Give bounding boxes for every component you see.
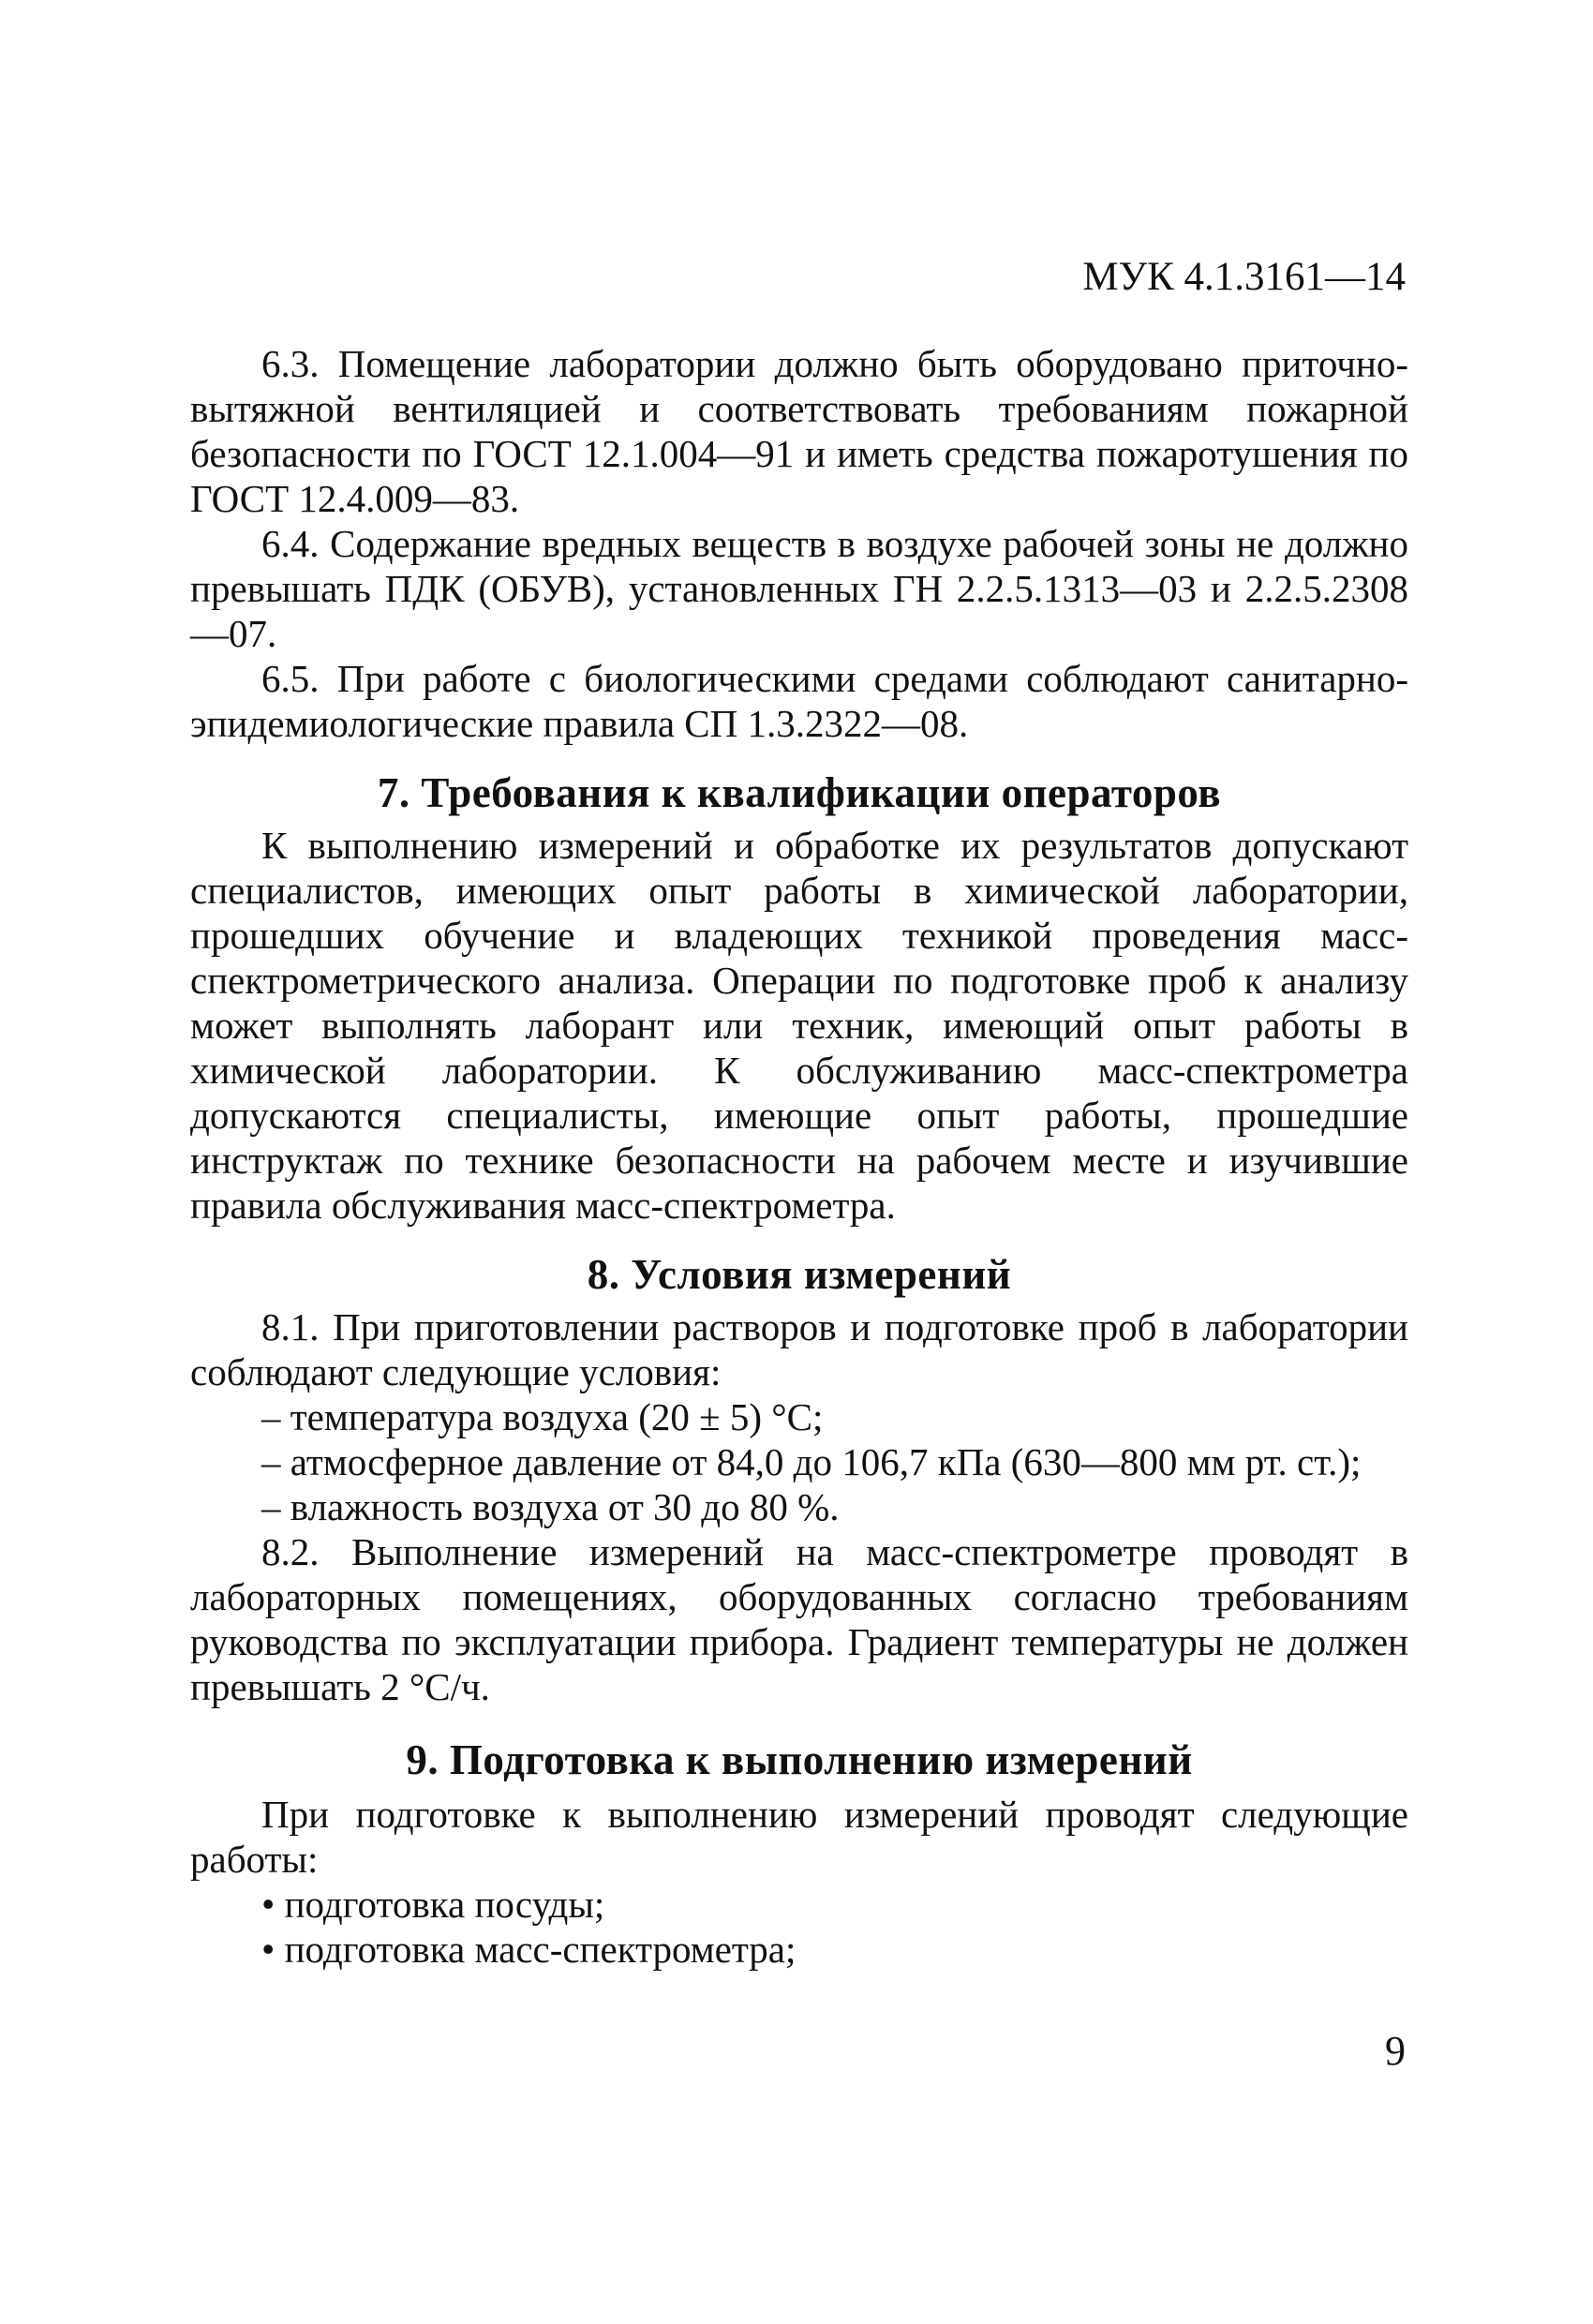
page-body — [190, 341, 1408, 1972]
paragraph-6-3: 6.3. Помещение лаборатории должно быть оборудовано приточно-вытяжной вентиляцией и соответствовать требованиям пожарной безопасности по ГОСТ 12.1.004—91 и иметь средства пожаротушения по ГОСТ 12.4.009—83. — [190, 342, 1408, 520]
paragraph-6-5: 6.5. При работе с биологическими средами соблюдают санитарно-эпидемиологические правила СП 1.3.2322—08. — [190, 657, 1408, 745]
section-8-heading: 8. Условия измерений — [587, 1251, 1012, 1298]
section-7-heading: 7. Требования к квалификации операторов — [377, 769, 1222, 816]
condition-humidity: – влажность воздуха от 30 до 80 %. — [261, 1485, 840, 1528]
section-9-heading: 9. Подготовка к выполнению измерений — [406, 1736, 1193, 1783]
condition-temperature: – температура воздуха (20 ± 5) °С; — [261, 1395, 824, 1438]
document-code: МУК 4.1.3161—14 — [1082, 255, 1406, 299]
section-9-intro: При подготовке к выполнению измерений проводят следующие работы: — [190, 1793, 1408, 1881]
paragraph-6-4: 6.4. Содержание вредных веществ в воздухе рабочей зоны не должно превышать ПДК (ОБУВ), установленных ГН 2.2.5.1313—03 и 2.2.5.2308—07. — [190, 522, 1408, 655]
work-item-glassware: • подготовка посуды; — [261, 1883, 605, 1926]
paragraph-8-1: 8.1. При приготовлении растворов и подготовке проб в лаборатории соблюдают следующие условия: — [190, 1305, 1408, 1393]
condition-pressure: – атмосферное давление от 84,0 до 106,7 кПа (630—800 мм рт. ст.); — [261, 1440, 1362, 1483]
section-7-text: К выполнению измерений и обработке их результатов допускают специалистов, имеющих опыт работы в химической лаборатории, прошедших обучение и владеющих техникой проведения масс-спектрометрического анализа. Операции по подготовке проб к анализу может выполнять лаборант или техник, имеющий опыт работы в химической лаборатории. К обслуживанию масс-спектрометра допускаются специалисты, имеющие опыт работы, прошедшие инструктаж по технике безопасности на рабочем месте и изучившие правила обслуживания масс-спектрометра. — [190, 824, 1408, 1227]
paragraph-8-2: 8.2. Выполнение измерений на масс-спектрометре проводят в лабораторных помещениях, оборудованных согласно требованиям руководства по эксплуатации прибора. Градиент температуры не должен превышать 2 °С/ч. — [190, 1530, 1408, 1708]
conditions-list — [190, 1394, 1408, 1529]
page-number: 9 — [1385, 2028, 1406, 2074]
works-list — [190, 1882, 1408, 1972]
work-item-mass-spectrometer: • подготовка масс-спектрометра; — [261, 1928, 796, 1971]
